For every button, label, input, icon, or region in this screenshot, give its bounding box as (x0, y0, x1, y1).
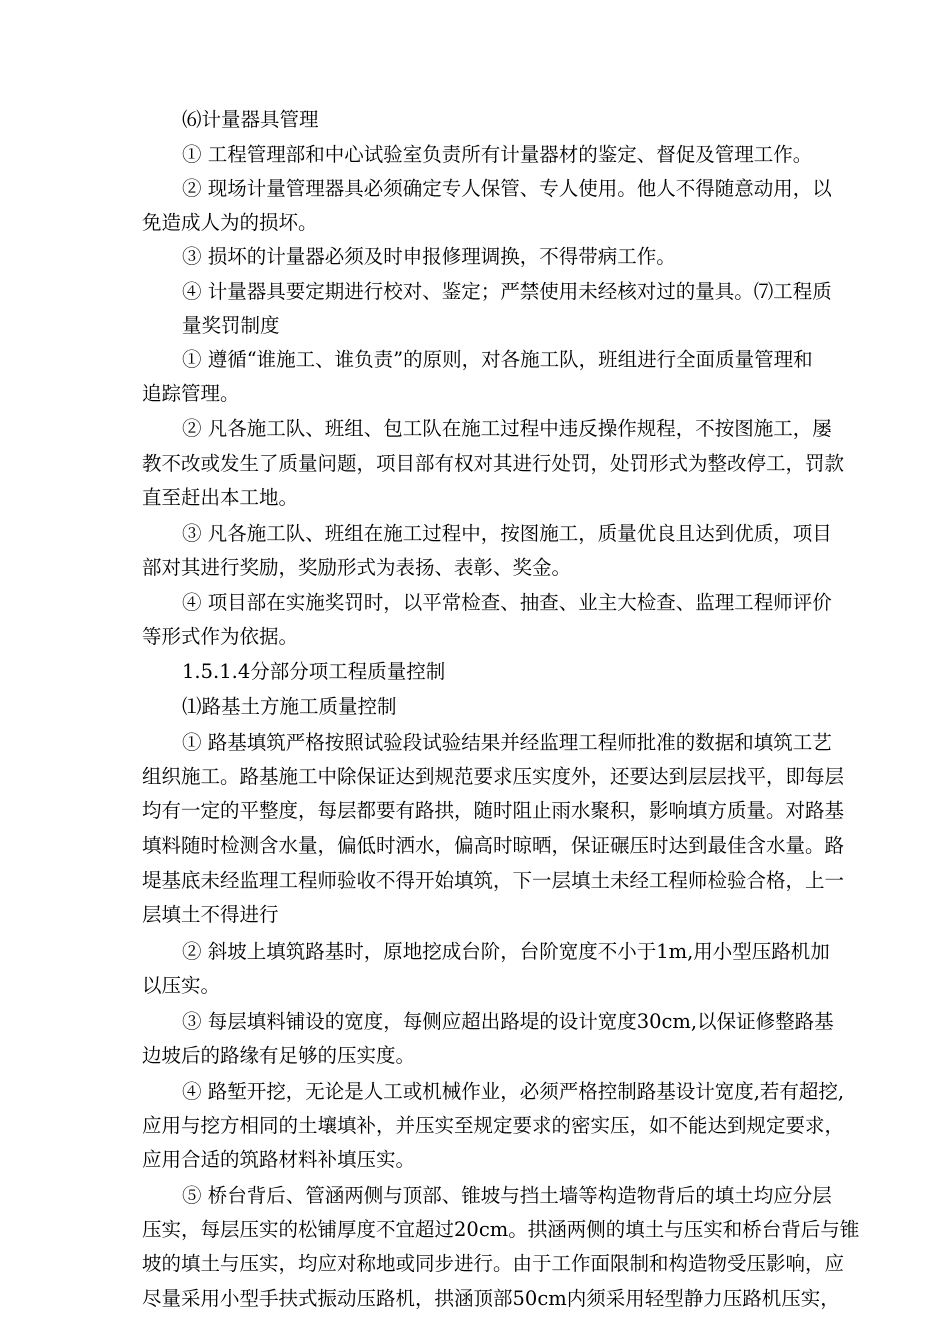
text-line: 免造成人为的损坏。 (142, 211, 318, 234)
text-line: ② 现场计量管理器具必须确定专人保管、专人使用。他人不得随意动用，以 (182, 177, 832, 200)
text-line: ① 遵循“谁施工、谁负责”的原则，对各施工队，班组进行全面质量管理和 (182, 348, 813, 371)
text-line: 边坡后的路缘有足够的压实度。 (142, 1044, 416, 1067)
text-line: 组织施工。路基施工中除保证达到规范要求压实度外，还要达到层层找平，即每层 (142, 765, 845, 788)
text-line: 应用合适的筑路材料补填压实。 (142, 1148, 416, 1171)
text-line: ③ 凡各施工队、班组在施工过程中，按图施工，质量优良且达到优质，项目 (182, 522, 832, 545)
text-line: ④ 项目部在实施奖罚时，以平常检查、抽查、业主大检查、监理工程师评价 (182, 591, 832, 614)
text-line: ④ 路堑开挖，无论是人工或机械作业，必须严格控制路基设计宽度,若有超挖, (182, 1080, 845, 1103)
text-line: 教不改或发生了质量问题，项目部有权对其进行处罚，处罚形式为整改停工，罚款 (142, 452, 845, 475)
text-line: ① 路基填筑严格按照试验段试验结果并经监理工程师批准的数据和填筑工艺 (182, 731, 832, 754)
heading-measuring-instruments: ⑹计量器具管理 (182, 108, 319, 131)
text-line: 以压实。 (142, 974, 221, 997)
text-line: 压实，每层压实的松铺厚度不宜超过20cm。拱涵两侧的填土与压实和桥台背后与锥 (142, 1218, 860, 1241)
text-line: 等形式作为依据。 (142, 625, 299, 648)
text-line: 均有一定的平整度，每层都要有路拱，随时阻止雨水聚积，影响填方质量。对路基 (142, 799, 845, 822)
text-line: ③ 损坏的计量器必须及时申报修理调换，不得带病工作。 (182, 245, 676, 268)
text-line: 尽量采用小型手扶式振动压路机，拱涵顶部50cm内须采用轻型静力压路机压实， (142, 1287, 840, 1310)
text-line: 填料随时检测含水量，偏低时洒水，偏高时晾晒，保证碾压时达到最佳含水量。路 (142, 834, 845, 857)
text-line: 层填土不得进行 (142, 903, 279, 926)
text-line: 直至赶出本工地。 (142, 486, 299, 509)
text-line: 堤基底未经监理工程师验收不得开始填筑，下一层填土未经工程师检验合格，上一 (142, 869, 845, 892)
text-line: ③ 每层填料铺设的宽度，每侧应超出路堤的设计宽度30cm,以保证修整路基 (182, 1010, 834, 1033)
text-line: 部对其进行奖励，奖励形式为表扬、表彰、奖金。 (142, 556, 572, 579)
text-line: ② 凡各施工队、班组、包工队在施工过程中违反操作规程，不按图施工，屡 (182, 417, 832, 440)
text-line: 坡的填土与压实，均应对称地或同步进行。由于工作面限制和构造物受压影响，应 (142, 1252, 845, 1275)
text-line: ① 工程管理部和中心试验室负责所有计量器材的鉴定、督促及管理工作。 (182, 143, 813, 166)
text-line: ⑤ 桥台背后、管涵两侧与顶部、锥坡与挡土墙等构造物背后的填土均应分层 (182, 1184, 832, 1207)
text-line: 量奖罚制度 (182, 314, 280, 337)
subsection-heading: ⑴路基土方施工质量控制 (182, 695, 397, 718)
section-heading: 1.5.1.4分部分项工程质量控制 (182, 660, 446, 683)
text-line: ④ 计量器具要定期进行校对、鉴定；严禁使用未经核对过的量具。⑺工程质 (182, 280, 832, 303)
text-line: 应用与挖方相同的土壤填补，并压实至规定要求的密实压，如不能达到规定要求， (142, 1114, 845, 1137)
text-line: ② 斜坡上填筑路基时，原地挖成台阶，台阶宽度不小于1m,用小型压路机加 (182, 940, 830, 963)
text-line: 追踪管理。 (142, 382, 240, 405)
